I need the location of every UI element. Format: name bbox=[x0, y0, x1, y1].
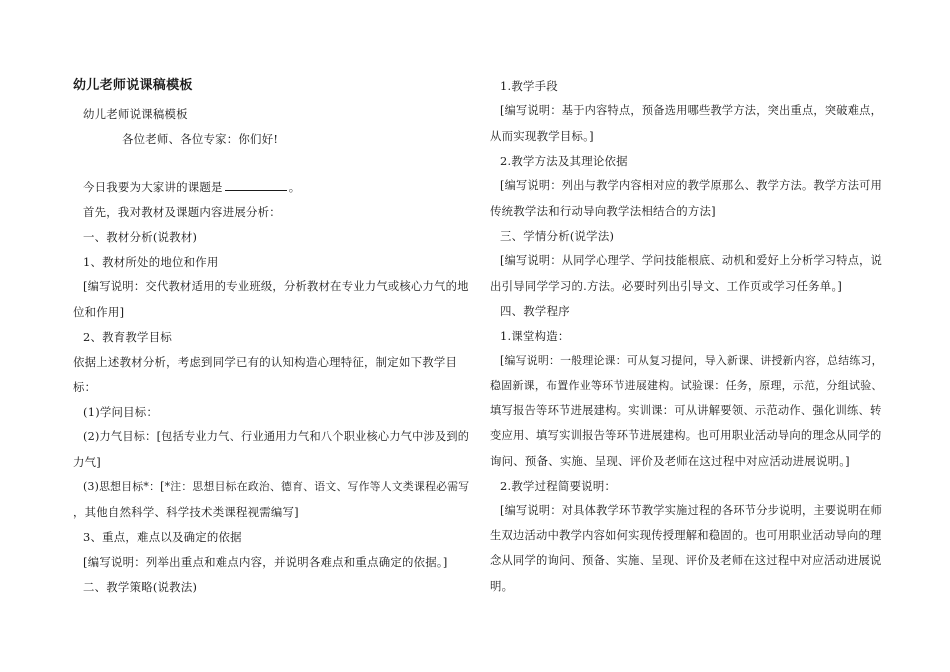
section-1-2-text-line-1: 依据上述教材分析，考虑到同学已有的认知构造心理特征，制定如下教学目 bbox=[73, 355, 458, 369]
goal-3-line-1: (3)思想目标*：[*注：思想目标在政治、德育、语文、写作等人文类课程必需写 bbox=[83, 480, 470, 493]
right-2-note-line-2: 传统教学法和行动导向教学法相结合的方法] bbox=[490, 204, 716, 218]
section-3-heading: 三、学情分析(说学法) bbox=[500, 229, 615, 243]
section-4-2-note-line-2: 生双边活动中教学内容如何实现传授理解和稳固的。也可用职业活动导向的理 bbox=[490, 529, 882, 542]
section-4-1-note-line-1: [编写说明：一般理论课：可从复习提问，导入新课、讲授新内容，总结练习， bbox=[500, 354, 883, 367]
section-4-2-note-line-4: 明。 bbox=[490, 579, 514, 593]
section-1-2-heading: 2、教育教学目标 bbox=[83, 330, 172, 344]
right-2-note-line-1: [编写说明：列出与教学内容相对应的教学原那么、教学方法。教学方法可用 bbox=[500, 179, 883, 192]
section-4-2-note-line-3: 念从同学的询问、预备、实施、呈现、评价及老师在这过程中对应活动进展说 bbox=[490, 554, 882, 567]
section-2-heading: 二、教学策略(说教法) bbox=[83, 580, 198, 594]
section-4-1-note-line-5: 询问、预备、实施、呈现、评价及老师在这过程中对应活动进展说明。] bbox=[490, 454, 850, 468]
document-title: 幼儿老师说课稿模板 bbox=[73, 78, 193, 93]
intro-text: 今日我要为大家讲的课题是 bbox=[83, 180, 223, 194]
intro-line bbox=[83, 180, 300, 194]
goal-2-line-1: (2)力气目标：[包括专业力气、行业通用力气和八个职业核心力气中涉及到的 bbox=[83, 430, 470, 443]
section-1-1-note-line-1: [编写说明：交代教材适用的专业班级，分析教材在专业力气或核心力气的地 bbox=[83, 280, 469, 293]
analysis-intro: 首先，我对教材及课题内容进展分析： bbox=[83, 205, 281, 219]
right-2-heading: 2.教学方法及其理论依据 bbox=[500, 154, 628, 168]
right-1-heading: 1.教学手段 bbox=[500, 79, 558, 93]
section-4-1-note-line-4: 变应用、填写实训报告等环节进展建构。也可用职业活动导向的理念从同学的 bbox=[490, 429, 882, 442]
greeting: 各位老师、各位专家：你们好! bbox=[122, 132, 279, 146]
section-4-2-note-line-1: [编写说明：对具体教学环节教学实施过程的各环节分步说明，主要说明在师 bbox=[500, 504, 883, 517]
goal-3-line-2: ，其他自然科学、科学技术类课程视需编写] bbox=[73, 505, 299, 519]
blank-underline bbox=[225, 180, 287, 191]
section-3-note-line-1: [编写说明：从同学心理学、学问技能根底、动机和爱好上分析学习特点，说 bbox=[500, 254, 883, 267]
section-1-1-heading: 1、教材所处的地位和作用 bbox=[83, 255, 219, 269]
section-1-3-heading: 3、重点，难点以及确定的依据 bbox=[83, 530, 242, 544]
section-1-heading: 一、教材分析(说教材) bbox=[83, 230, 198, 244]
section-4-1-note-line-3: 填写报告等环节进展建构。实训课：可从讲解要领、示范动作、强化训练、转 bbox=[490, 404, 882, 417]
intro-period: 。 bbox=[288, 180, 301, 194]
section-4-1-heading: 1.课堂构造： bbox=[500, 329, 570, 343]
subtitle: 幼儿老师说课稿模板 bbox=[83, 107, 188, 121]
section-1-3-note: [编写说明：列举出重点和难点内容，并说明各难点和重点确定的依据。] bbox=[83, 555, 448, 569]
section-3-note-line-2: 出引导同学学习的.方法。必要时列出引导文、工作页或学习任务单。] bbox=[490, 279, 843, 293]
right-1-note-line-2: 从而实现教学目标。] bbox=[490, 129, 594, 143]
section-1-2-text-line-2: 标： bbox=[73, 380, 97, 394]
right-1-note-line-1: [编写说明：基于内容特点，预备选用哪些教学方法，突出重点，突破难点， bbox=[500, 104, 883, 117]
section-4-heading: 四、教学程序 bbox=[500, 304, 570, 318]
section-4-1-note-line-2: 稳固新课，布置作业等环节进展建构。试验课：任务，原理，示范，分组试验、 bbox=[490, 379, 883, 392]
section-4-2-heading: 2.教学过程简要说明： bbox=[500, 479, 617, 493]
goal-2-line-2: 力气] bbox=[73, 455, 101, 469]
section-1-1-note-line-2: 位和作用] bbox=[73, 305, 125, 319]
goal-1: (1)学问目标： bbox=[83, 405, 159, 419]
